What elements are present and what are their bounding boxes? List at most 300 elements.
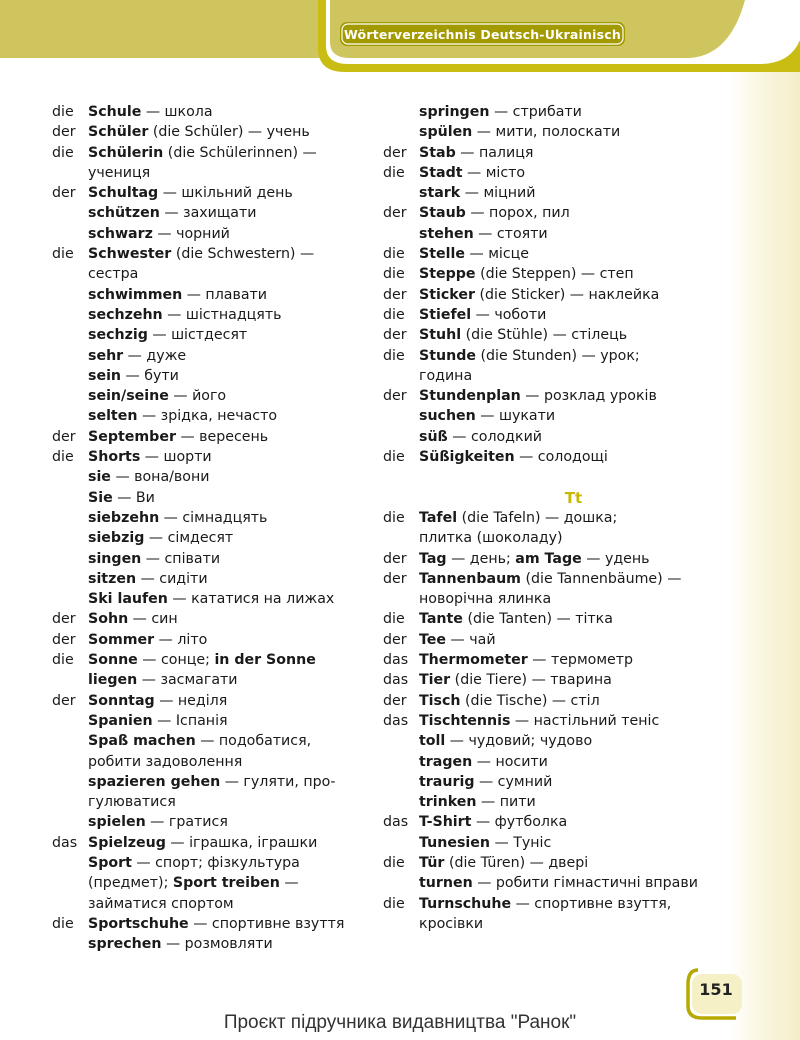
entry-line (88, 508, 372, 528)
article: der (383, 144, 407, 161)
entry-line (88, 406, 372, 426)
entry-text (88, 386, 372, 406)
translation: плитка (шоколаду) (419, 530, 563, 547)
dictionary-entry (52, 853, 372, 914)
entry-text (88, 914, 372, 934)
dictionary-entry (383, 731, 728, 751)
entry-text (419, 102, 728, 122)
dictionary-entry (383, 630, 728, 650)
article: die (383, 347, 405, 364)
entry-line (88, 183, 372, 203)
headword: Spaß machen (88, 733, 196, 750)
translation: — (279, 875, 299, 892)
dictionary-entry (52, 508, 372, 528)
headword: siebzig (88, 530, 145, 547)
headword: sehr (88, 347, 124, 364)
article: das (383, 652, 409, 669)
headword: spielen (88, 814, 146, 831)
headword: trinken (419, 794, 477, 811)
entry-line (419, 589, 728, 609)
dictionary-entry (52, 366, 372, 386)
translation: новорічна ялинка (419, 591, 552, 608)
dictionary-entry (52, 833, 372, 853)
headword: liegen (88, 672, 138, 689)
entry-line (419, 346, 728, 366)
headword: Ski laufen (88, 591, 168, 608)
entry-line (88, 812, 372, 832)
dictionary-entry (52, 102, 372, 122)
dictionary-entry (52, 772, 372, 813)
entry-line (88, 670, 372, 690)
entry-text (419, 447, 728, 467)
dictionary-entry (383, 143, 728, 163)
dictionary-entry (52, 183, 372, 203)
article (383, 406, 419, 426)
entry-text (88, 589, 372, 609)
headword: Süßigkeiten (419, 449, 515, 466)
entry-line (88, 366, 372, 386)
translation: — його (168, 388, 227, 405)
entry-line (88, 609, 372, 629)
article (52, 386, 88, 406)
entry-text (419, 549, 728, 569)
translation: (die Schwestern) — (171, 246, 315, 263)
translation: — місце (464, 246, 530, 263)
entry-line (88, 346, 372, 366)
translation: — чорний (152, 225, 230, 242)
article (52, 366, 88, 386)
translation: гулюватися (88, 794, 176, 811)
headword: September (88, 428, 176, 445)
dictionary-entry (52, 528, 372, 548)
headword: Sohn (88, 611, 129, 628)
entry-text (88, 325, 372, 345)
translation: — неділя (154, 692, 228, 709)
entry-text (88, 244, 372, 285)
article: das (383, 672, 409, 689)
translation: (die Tische) — стіл (460, 692, 600, 709)
article: die (383, 246, 405, 263)
entry-line (419, 731, 728, 751)
entry-line (88, 711, 372, 731)
entry-line (88, 467, 372, 487)
translation: — місто (462, 164, 526, 181)
entry-line (88, 934, 372, 954)
article: der (52, 428, 76, 445)
headword: toll (419, 733, 446, 750)
translation: — порох, пил (465, 205, 570, 222)
entry-text (88, 366, 372, 386)
headword: Thermometer (419, 652, 528, 669)
dictionary-entry (383, 427, 728, 447)
article (52, 508, 88, 528)
dictionary-entry (52, 630, 372, 650)
entry-text (419, 264, 728, 284)
translation: — вона/вони (110, 469, 210, 486)
dictionary-entry (52, 650, 372, 691)
headword: Schüler (88, 124, 149, 141)
entry-text (419, 122, 728, 142)
entry-line (419, 650, 728, 670)
entry-line (419, 873, 728, 893)
headword: Stuhl (419, 327, 462, 344)
entry-line (88, 224, 372, 244)
article: die (383, 895, 405, 912)
entry-line (88, 285, 372, 305)
dictionary-entry (52, 244, 372, 285)
entry-line (88, 894, 372, 914)
entry-text (88, 549, 372, 569)
entry-line (419, 691, 728, 711)
headword: schützen (88, 205, 160, 222)
dictionary-entry (52, 285, 372, 305)
translation: — засмагати (137, 672, 238, 689)
translation: — гратися (145, 814, 228, 831)
entry-line (88, 792, 372, 812)
article: der (383, 388, 407, 405)
entry-text (419, 894, 728, 935)
entry-line (419, 264, 728, 284)
entry-line (88, 853, 372, 873)
entry-text (419, 427, 728, 447)
translation: — шістнадцять (162, 306, 282, 323)
headword: Sticker (419, 286, 475, 303)
footer-text: Проєкт підручника видавництва "Ранок" (223, 1012, 577, 1033)
dictionary-entry (52, 427, 372, 447)
entry-line (419, 285, 728, 305)
entry-line (419, 447, 728, 467)
entry-text (88, 853, 372, 914)
side-band (730, 0, 800, 1040)
entry-line (419, 609, 728, 629)
dictionary-entry (383, 244, 728, 264)
article (52, 467, 88, 487)
article: das (52, 834, 78, 851)
entry-text (419, 833, 728, 853)
headword: sein (88, 367, 122, 384)
article (52, 406, 88, 426)
headword: T-Shirt (419, 814, 472, 831)
translation: — спорт; фізкультура (131, 854, 300, 871)
entry-text (419, 285, 728, 305)
entry-line (419, 711, 728, 731)
entry-text (419, 386, 728, 406)
dictionary-entry (383, 163, 728, 183)
headword: sechzehn (88, 306, 163, 323)
entry-line (419, 812, 728, 832)
translation: — співати (141, 550, 221, 567)
entry-text (88, 447, 372, 467)
translation: — син (128, 611, 178, 628)
entry-line (419, 102, 728, 122)
headword: Tisch (419, 692, 461, 709)
entry-text (88, 508, 372, 528)
entry-line (419, 630, 728, 650)
headword: Turnschuhe (419, 895, 512, 912)
entry-text (88, 711, 372, 731)
translation: сестра (88, 266, 139, 283)
entry-text (419, 203, 728, 223)
entry-text (419, 609, 728, 629)
article (52, 853, 88, 914)
article: die (383, 509, 405, 526)
header-title: Wörterverzeichnis Deutsch-Ukrainisch (344, 26, 621, 42)
translation: — шістдесят (147, 327, 248, 344)
article: der (383, 692, 407, 709)
headword: sein/seine (88, 388, 169, 405)
entry-text (419, 143, 728, 163)
translation: — іграшка, іграшки (165, 834, 318, 851)
entry-text (88, 569, 372, 589)
dictionary-entry (383, 325, 728, 345)
translation: (die Stunden) — урок; (475, 347, 640, 364)
article (383, 731, 419, 751)
dictionary-entry (52, 143, 372, 184)
headword: Stadt (419, 164, 463, 181)
entry-line (419, 772, 728, 792)
entry-line (419, 163, 728, 183)
entry-line (88, 691, 372, 711)
translation: — чоботи (471, 306, 547, 323)
entry-text (419, 325, 728, 345)
headword: spülen (419, 124, 473, 141)
translation: — солодощі (514, 449, 608, 466)
headword: Sommer (88, 631, 155, 648)
headword: sprechen (88, 936, 162, 953)
entry-line (88, 650, 372, 670)
entry-line (88, 447, 372, 467)
headword: Sport treiben (172, 875, 280, 892)
translation: — стрибати (489, 104, 582, 120)
entry-text (88, 691, 372, 711)
dictionary-entry (383, 650, 728, 670)
article (52, 488, 88, 508)
translation: — кататися на лижах (167, 591, 335, 608)
headword: stark (419, 185, 461, 202)
translation: — сонце; (137, 652, 215, 669)
entry-text (88, 427, 372, 447)
article: die (383, 266, 405, 283)
headword: schwimmen (88, 286, 183, 303)
entry-line (419, 833, 728, 853)
entry-text (88, 731, 372, 772)
translation: — школа (141, 104, 213, 120)
article: der (383, 550, 407, 567)
translation: (предмет); (88, 875, 173, 892)
entry-line (419, 143, 728, 163)
article (52, 711, 88, 731)
translation: — палиця (455, 144, 534, 161)
entry-line (88, 427, 372, 447)
article (52, 731, 88, 772)
dictionary-entry (383, 812, 728, 832)
headword: in der Sonne (214, 652, 316, 669)
article: die (383, 306, 405, 323)
headword: Tafel (419, 509, 458, 526)
translation: — термометр (527, 652, 634, 669)
entry-line (88, 122, 372, 142)
headword: Tante (419, 611, 463, 628)
dictionary-entry (383, 833, 728, 853)
translation: — міцний (460, 185, 536, 202)
article (383, 833, 419, 853)
dictionary-entry (52, 731, 372, 772)
entry-text (419, 406, 728, 426)
headword: süß (419, 428, 448, 445)
article (383, 122, 419, 142)
entry-line (419, 406, 728, 426)
headword: Stundenplan (419, 388, 521, 405)
entry-line (88, 386, 372, 406)
dictionary-entry (52, 812, 372, 832)
left-column (52, 102, 372, 954)
headword: sitzen (88, 570, 137, 587)
dictionary-entry (383, 406, 728, 426)
article: der (52, 631, 76, 648)
entry-text (419, 569, 728, 610)
headword: spazieren gehen (88, 773, 221, 790)
headword: Staub (419, 205, 466, 222)
dictionary-entry (383, 203, 728, 223)
article: die (383, 164, 405, 181)
translation: — спортивне взуття, (511, 895, 672, 912)
article: der (383, 327, 407, 344)
entry-text (88, 934, 372, 954)
entry-line (88, 143, 372, 163)
headword: tragen (419, 753, 473, 770)
translation: робити задоволення (88, 753, 243, 770)
entry-text (88, 305, 372, 325)
entry-line (419, 670, 728, 690)
article (383, 183, 419, 203)
entry-line (88, 772, 372, 792)
dictionary-entry (383, 873, 728, 893)
entry-line (88, 752, 372, 772)
entry-text (88, 609, 372, 629)
entry-line (88, 589, 372, 609)
dictionary-entry (383, 508, 728, 549)
article (52, 569, 88, 589)
translation: — шорти (140, 449, 212, 466)
entry-line (419, 569, 728, 589)
right-column (383, 102, 728, 934)
translation: — Туніс (489, 834, 552, 851)
entry-text (88, 467, 372, 487)
dictionary-entry (383, 711, 728, 731)
translation: — чай (446, 631, 496, 648)
entry-text (88, 346, 372, 366)
headword: Schule (88, 104, 142, 120)
entry-line (419, 386, 728, 406)
translation: — сидіти (136, 570, 208, 587)
dictionary-entry (383, 183, 728, 203)
entry-text (419, 873, 728, 893)
headword: Stiefel (419, 306, 472, 323)
entry-text (88, 630, 372, 650)
translation: — робити гімнастичні вправи (472, 875, 698, 892)
headword: Tannenbaum (419, 570, 521, 587)
entry-line (88, 305, 372, 325)
headword: Sie (88, 489, 113, 506)
dictionary-entry (383, 447, 728, 467)
article (52, 812, 88, 832)
translation: — сімдесят (144, 530, 234, 547)
entry-text (419, 853, 728, 873)
entry-text (88, 812, 372, 832)
section-letter: Tt (564, 488, 583, 507)
headword: Tür (419, 854, 445, 871)
article: der (52, 124, 76, 141)
translation: (die Tafeln) — дошка; (457, 509, 618, 526)
translation: — настільний теніс (510, 712, 660, 729)
entry-line (88, 244, 372, 264)
entry-line (88, 488, 372, 508)
entry-text (419, 244, 728, 264)
entry-line (419, 224, 728, 244)
headword: turnen (419, 875, 473, 892)
dictionary-entry (383, 609, 728, 629)
translation: кросівки (419, 915, 484, 932)
dictionary-entry (52, 488, 372, 508)
translation: — удень (581, 550, 650, 567)
article: die (52, 246, 74, 263)
entry-text (88, 650, 372, 691)
entry-line (419, 122, 728, 142)
translation: — розклад уроків (520, 388, 657, 405)
entry-text (88, 833, 372, 853)
entry-line (88, 630, 372, 650)
dictionary-entry (383, 691, 728, 711)
dictionary-entry (52, 934, 372, 954)
entry-line (419, 366, 728, 386)
article: die (52, 449, 74, 466)
dictionary-entry (52, 406, 372, 426)
dictionary-entry (52, 305, 372, 325)
entry-line (419, 203, 728, 223)
dictionary-entry (52, 691, 372, 711)
article (383, 873, 419, 893)
translation: година (419, 367, 473, 384)
article (52, 224, 88, 244)
entry-text (419, 508, 728, 549)
dictionary-entry (52, 914, 372, 934)
translation: — солодкий (447, 428, 543, 445)
headword: Sportschuhe (88, 915, 189, 932)
entry-line (419, 183, 728, 203)
headword: Sport (88, 854, 132, 871)
headword: selten (88, 408, 138, 425)
article (52, 549, 88, 569)
article (383, 792, 419, 812)
headword: Stunde (419, 347, 476, 364)
translation: — літо (154, 631, 208, 648)
translation: — пити (476, 794, 536, 811)
entry-text (88, 183, 372, 203)
entry-text (419, 691, 728, 711)
headword: Tischtennis (419, 712, 511, 729)
article (383, 427, 419, 447)
entry-line (419, 305, 728, 325)
article (52, 589, 88, 609)
entry-line (88, 873, 372, 893)
headword: Schülerin (88, 144, 164, 161)
headword: Tag (419, 550, 447, 567)
entry-line (419, 914, 728, 934)
article: der (52, 185, 76, 202)
entry-text (88, 122, 372, 142)
article: die (52, 652, 74, 669)
translation: — сумний (474, 773, 553, 790)
